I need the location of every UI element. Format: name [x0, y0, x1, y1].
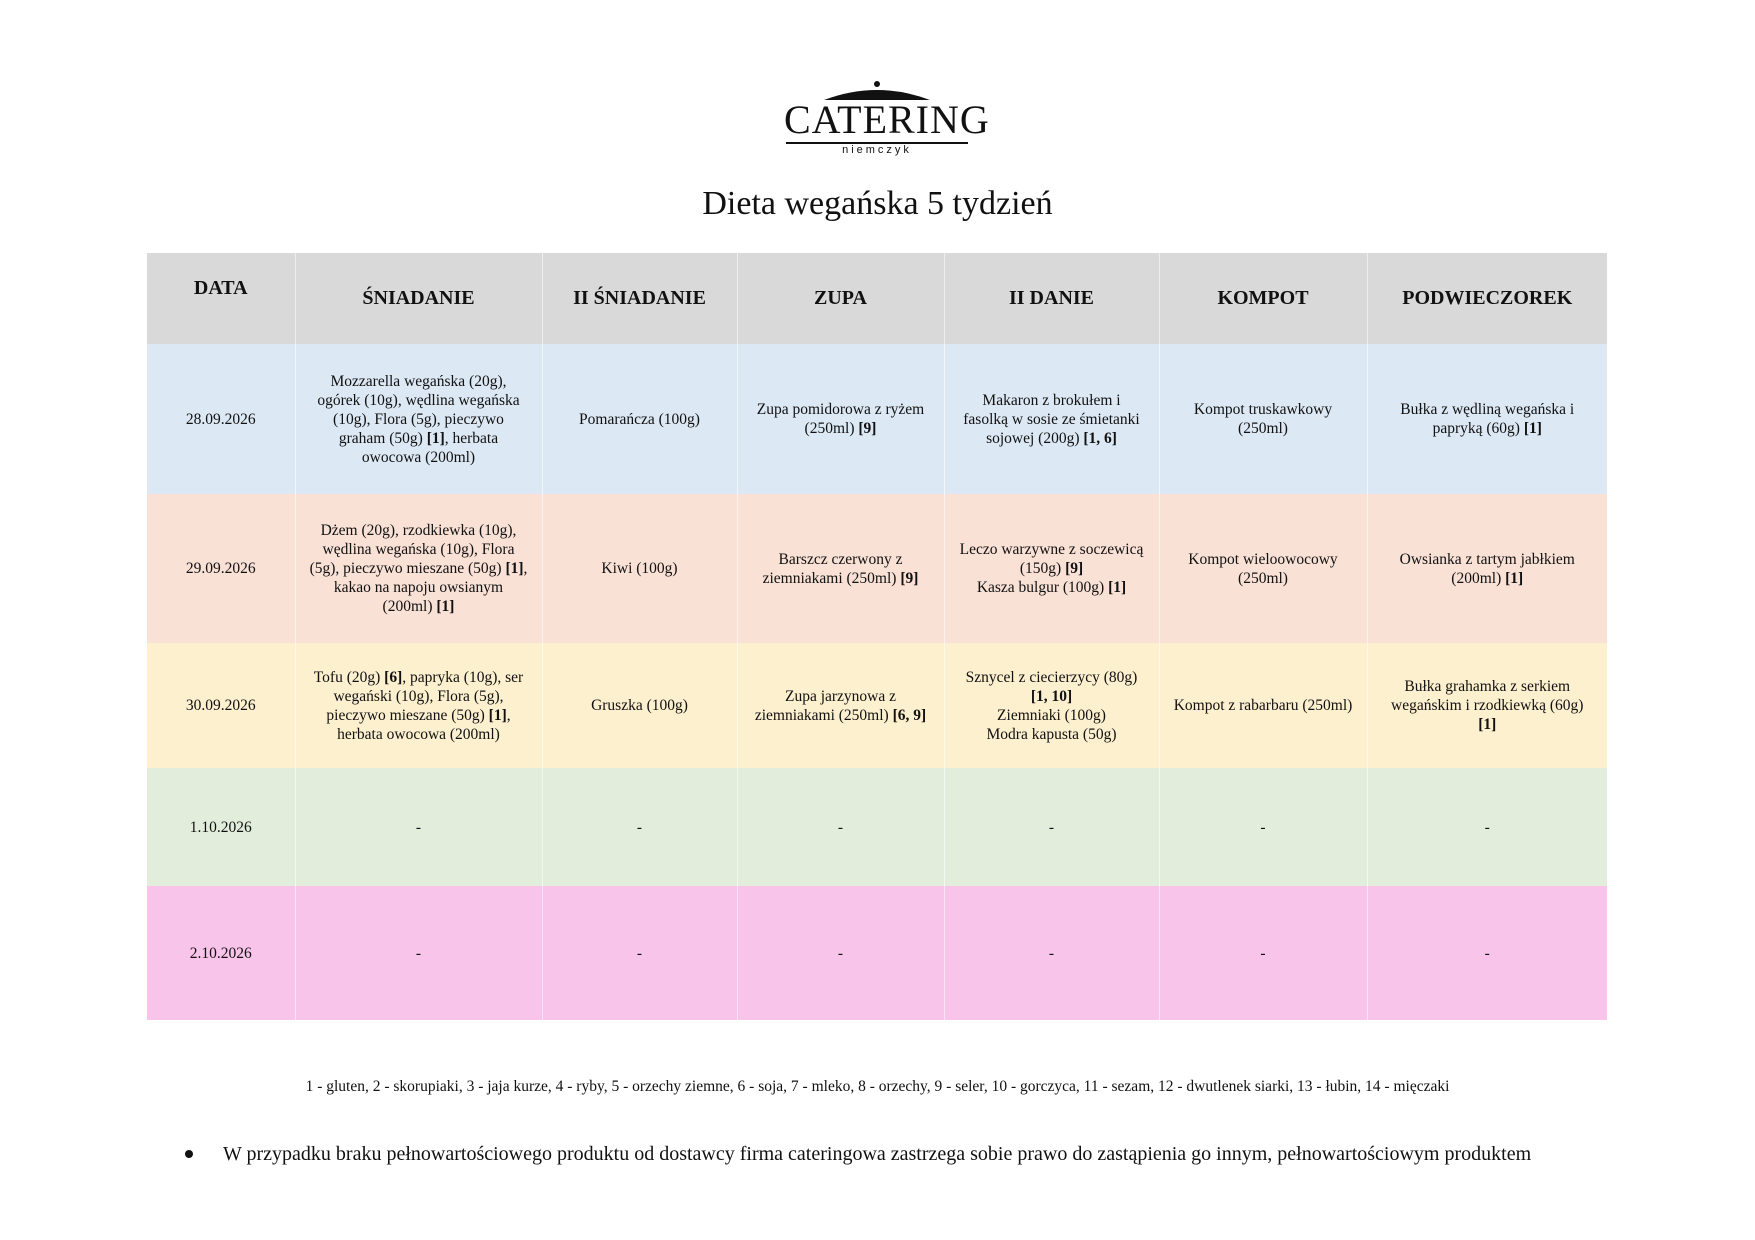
cell-text: 2.10.2026 — [189, 944, 252, 962]
allergen-ref: [1] — [1523, 420, 1542, 437]
allergen-ref: [1, 10] — [1030, 687, 1073, 705]
cell-ii-danie — [944, 768, 1159, 886]
cell-sniadanie — [295, 768, 542, 886]
logo-wordmark: CATERING — [784, 97, 990, 142]
table-row — [147, 643, 1607, 768]
cell-text: Gruszka (100g) — [591, 697, 688, 714]
allergen-ref: [1] — [505, 560, 524, 577]
cell-podwieczorek — [1367, 768, 1607, 886]
allergen-ref: [1, 6] — [1083, 429, 1117, 447]
cell-zupa — [737, 886, 944, 1020]
allergen-ref: [1] — [436, 598, 455, 615]
cell-text: , herbata owocowa (200ml) — [337, 706, 511, 743]
table-row — [147, 344, 1607, 494]
cell-sniadanie — [295, 643, 542, 768]
cell-text: Owsianka z tartym jabłkiem (200ml) — [1399, 550, 1575, 587]
cell-text: Makaron z brokułem i fasolką w sosie ze śmietanki sojowej (200g) — [963, 391, 1140, 447]
cell-sniadanie — [295, 886, 542, 1020]
cell-ii-sniadanie — [542, 494, 737, 643]
cell-text: - — [1484, 818, 1490, 836]
cell-ii-danie — [944, 886, 1159, 1020]
cell-zupa — [737, 768, 944, 886]
header-sniadanie: ŚNIADANIE — [295, 253, 542, 344]
cell-text: - — [1260, 818, 1266, 836]
cell-text: - — [1048, 944, 1055, 962]
cell-ii-sniadanie — [542, 344, 737, 494]
cell-ii-danie — [944, 494, 1159, 643]
cell-text: Barszcz czerwony z ziemniakami (250ml) — [762, 550, 903, 587]
cell-text: Modra kapusta (50g) — [986, 725, 1117, 743]
cell-text: - — [1484, 944, 1490, 962]
cell-kompot — [1159, 643, 1367, 768]
cell-zupa — [737, 494, 944, 643]
cell-kompot — [1159, 344, 1367, 494]
allergen-ref: [1] — [1108, 579, 1127, 596]
allergen-ref: [1] — [1505, 569, 1524, 587]
cell-sniadanie — [295, 494, 542, 643]
cell-date — [147, 344, 295, 494]
cell-text: Dżem (20g), rzodkiewka (10g), wędlina wegańska (10g), Flora (5g), pieczywo mieszane (50g) — [309, 522, 517, 577]
cell-text: Kompot wieloowocowy (250ml) — [1188, 550, 1338, 587]
cell-kompot — [1159, 886, 1367, 1020]
cell-text: Sznycel z ciecierzycy (80g) — [965, 668, 1138, 686]
table-row — [147, 494, 1607, 643]
cell-text: 28.09.2026 — [185, 410, 256, 428]
cell-date — [147, 768, 295, 886]
cell-ii-danie — [944, 344, 1159, 494]
cell-text: Bułka grahamka z serkiem wegańskim i rzodkiewką (60g) — [1391, 678, 1584, 714]
allergen-ref: [1] — [1478, 716, 1497, 733]
cell-text: 30.09.2026 — [185, 697, 256, 714]
cell-ii-danie — [944, 643, 1159, 768]
table-body — [147, 344, 1607, 1020]
allergen-ref: [9] — [900, 569, 919, 587]
cell-text: Zupa pomidorowa z ryżem (250ml) — [756, 401, 925, 437]
header-zupa: ZUPA — [737, 253, 944, 344]
header-data: DATA — [147, 253, 295, 344]
table-row — [147, 768, 1607, 886]
allergen-legend: 1 - gluten, 2 - skorupiaki, 3 - jaja kurze, 4 - ryby, 5 - orzechy ziemne, 6 - soja, 7 - mleko, 8 - orzechy, 9 - seler, 10 - gorczyca, 11 - sezam, 12 - dwutlenek siarki, 13 - łubin, 14 - mięczaki — [305, 1078, 1450, 1095]
cell-text: - — [636, 944, 643, 962]
cell-text: Mozzarella wegańska (20g), ogórek (10g), wędlina wegańska (10g), Flora (5g), pieczywo graham (50g) — [317, 372, 520, 447]
catering-logo — [784, 78, 990, 162]
header-ii-danie: II DANIE — [944, 253, 1159, 344]
cell-text: Kompot z rabarbaru (250ml) — [1173, 697, 1353, 714]
cell-ii-sniadanie — [542, 643, 737, 768]
cell-text: Pomarańcza (100g) — [579, 410, 700, 428]
allergen-ref: [9] — [858, 420, 877, 437]
cell-text: Leczo warzywne z soczewicą (150g) — [959, 541, 1144, 577]
cell-date — [147, 643, 295, 768]
cell-text: Kiwi (100g) — [601, 560, 678, 577]
cell-zupa — [737, 643, 944, 768]
cell-podwieczorek — [1367, 643, 1607, 768]
cell-text: , herbata owocowa (200ml) — [361, 429, 499, 466]
cell-podwieczorek — [1367, 344, 1607, 494]
cell-text: Bułka z wędliną wegańska i papryką (60g) — [1400, 401, 1575, 437]
bullet-icon — [185, 1150, 193, 1158]
cell-text: , kakao na napoju owsianym (200ml) — [333, 560, 528, 615]
cell-text: Tofu (20g) — [313, 668, 385, 686]
logo-subtext: niemczyk — [842, 144, 912, 156]
cell-text: Ziemniaki (100g) — [997, 706, 1106, 724]
allergen-ref: [1] — [426, 429, 445, 447]
cell-date — [147, 886, 295, 1020]
note-text: W przypadku braku pełnowartościowego produktu od dostawcy firma cateringowa zastrzega sobie prawo do zastąpienia go innym, pełnowartościowym produktem — [223, 1143, 1532, 1165]
cell-text: - — [1048, 818, 1055, 836]
cell-zupa — [737, 344, 944, 494]
cell-text: - — [415, 944, 422, 962]
cell-text: Kompot truskawkowy (250ml) — [1193, 401, 1333, 437]
cell-text: , papryka (10g), ser wegański (10g), Flora (5g), pieczywo mieszane (50g) — [326, 668, 524, 724]
cell-date — [147, 494, 295, 643]
cell-text: 29.09.2026 — [185, 560, 256, 577]
allergen-ref: [9] — [1065, 560, 1084, 577]
header-ii-sniadanie: II ŚNIADANIE — [542, 253, 737, 344]
allergen-ref: [1] — [488, 706, 507, 724]
cell-kompot — [1159, 494, 1367, 643]
cell-ii-sniadanie — [542, 768, 737, 886]
cell-text: - — [837, 818, 844, 836]
cell-ii-sniadanie — [542, 886, 737, 1020]
allergen-ref: [6, 9] — [892, 706, 927, 724]
header-kompot: KOMPOT — [1159, 253, 1367, 344]
table-header-row — [147, 253, 1607, 344]
cell-text: Zupa jarzynowa z ziemniakami (250ml) — [754, 687, 897, 724]
allergen-ref: [6] — [384, 668, 403, 686]
page-title: Dieta wegańska 5 tydzień — [702, 185, 1053, 222]
cell-podwieczorek — [1367, 494, 1607, 643]
cell-text: - — [1260, 944, 1266, 962]
cell-text: 1.10.2026 — [189, 818, 252, 836]
cell-podwieczorek — [1367, 886, 1607, 1020]
cell-text: - — [415, 818, 422, 836]
table-row — [147, 886, 1607, 1020]
cell-text: - — [837, 944, 844, 962]
cell-sniadanie — [295, 344, 542, 494]
header-podwieczorek: PODWIECZOREK — [1367, 253, 1607, 344]
cell-text: Kasza bulgur (100g) — [976, 579, 1109, 596]
cell-text: - — [636, 818, 643, 836]
menu-table — [147, 253, 1607, 1020]
cell-kompot — [1159, 768, 1367, 886]
